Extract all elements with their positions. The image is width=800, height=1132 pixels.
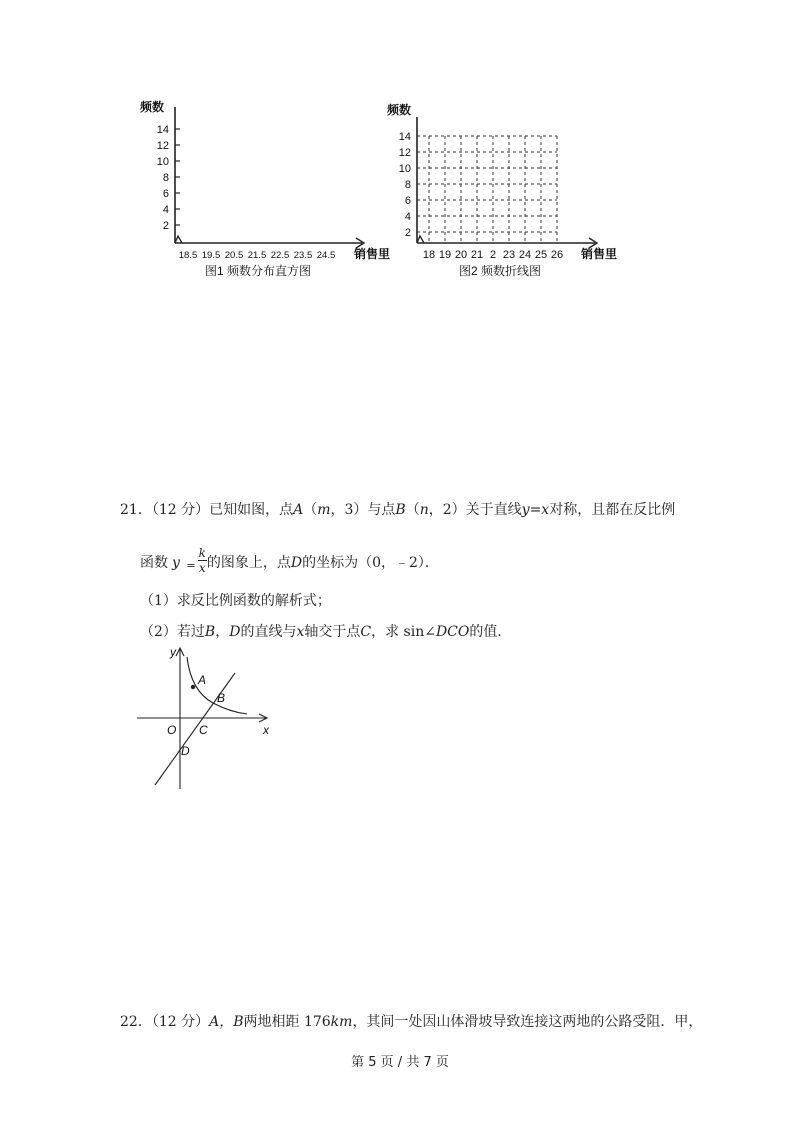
figure2-xtick-label: 18 xyxy=(422,249,436,261)
figure1-caption: 图1 频数分布直方图 xyxy=(205,264,312,278)
figure2-line-chart xyxy=(385,95,625,285)
q21-line2: 函数 y $_=$ $\frac{k}{x}$ 的图象上，点D的坐标为（0，﹣2）． xyxy=(140,546,439,575)
figure1-x-ticks xyxy=(179,250,336,261)
figure2-ytick-label: 4 xyxy=(404,211,411,223)
diagram-label-a: A xyxy=(198,673,207,687)
figure2-caption: 图2 频数折线图 xyxy=(459,264,542,278)
page-footer: 第 5 页 / 共 7 页 xyxy=(351,1055,449,1070)
figure2-xtick-label: 19 xyxy=(438,249,452,261)
figure1-ytick-label: 2 xyxy=(162,220,169,232)
figure1-ytick-label: 8 xyxy=(162,172,169,184)
diagram-label-c: C xyxy=(199,723,208,737)
figure2-xtick-label: 23 xyxy=(502,249,516,261)
figure1-xtick-label: 19.5 xyxy=(201,250,221,261)
figure2-ylabel: 频数 xyxy=(387,103,412,117)
figure2-x-ticks xyxy=(423,249,563,261)
figure2-ytick-label: 10 xyxy=(398,163,411,175)
q21-part1: （1）求反比例函数的解析式； xyxy=(140,593,331,609)
figure2-axis-break xyxy=(417,236,424,243)
figure1-xtick-label: 21.5 xyxy=(247,250,267,261)
q21-line1: 21．（12 分）已知如图，点A（m，3）与点B（n，2）关于直线y=x对称，且都在反比例 xyxy=(120,502,676,518)
figure1-axis-break xyxy=(175,236,182,243)
figure2-ytick-label: 8 xyxy=(404,179,411,191)
q21-score: （12 分） xyxy=(151,502,210,518)
figure2-xlabel: 销售里 xyxy=(581,247,618,261)
diagram-point-a xyxy=(191,685,195,689)
figure1-ytick-label: 10 xyxy=(156,156,169,168)
figure1-histogram xyxy=(130,95,400,285)
q22-score: （12 分） xyxy=(151,1014,210,1030)
figure2-ytick-label: 6 xyxy=(404,195,411,207)
diagram-label-y: y xyxy=(170,645,176,659)
figure1-y-ticks xyxy=(157,124,180,232)
q22-line1: 22．（12 分）A，B两地相距 176km，其间一处因山体滑坡导致连接这两地的公路受阻．甲， xyxy=(120,1014,703,1030)
figure2-ytick-label: 2 xyxy=(404,227,411,239)
q21-number: 21． xyxy=(120,502,152,518)
figure1-xtick-label: 18.5 xyxy=(178,250,198,261)
diagram-label-x: x xyxy=(263,723,269,737)
figure2-xtick-label: 26 xyxy=(550,249,564,261)
figure1-xlabel: 销售里 xyxy=(354,247,391,261)
figure2-xtick-label: 24 xyxy=(518,249,532,261)
figure1-xtick-label: 23.5 xyxy=(293,250,313,261)
figure2-xtick-label: 21 xyxy=(470,249,484,261)
figure1-ylabel: 频数 xyxy=(140,100,165,114)
q22-number: 22． xyxy=(120,1014,152,1030)
figure1-ytick-label: 4 xyxy=(162,204,169,216)
figure2-dashed-grid xyxy=(417,136,557,243)
figure2-xtick-label: 20 xyxy=(454,249,468,261)
figure1-xtick-label: 24.5 xyxy=(316,250,336,261)
diagram-label-d: D xyxy=(181,744,190,758)
diagram-label-b: B xyxy=(217,691,226,705)
figure2-y-ticks xyxy=(399,131,411,239)
figure2-xtick-label: 25 xyxy=(534,249,548,261)
figure1-xtick-label: 20.5 xyxy=(224,250,244,261)
figure1-ytick-label: 14 xyxy=(156,124,169,136)
q21-fraction: $\frac{k}{x}$ xyxy=(198,546,206,575)
figure2-ytick-label: 14 xyxy=(398,131,411,143)
diagram-hyperbola xyxy=(187,657,247,714)
figure1-ytick-label: 12 xyxy=(156,140,169,152)
q21-coordinate-diagram xyxy=(135,643,285,793)
figure2-ytick-label: 12 xyxy=(398,147,411,159)
figure2-xtick-label: 2 xyxy=(489,249,497,261)
diagram-label-o: O xyxy=(167,723,177,737)
q21-part2: （2）若过B，D的直线与x轴交于点C，求 sin∠DCO的值． xyxy=(140,624,512,640)
figure1-xtick-label: 22.5 xyxy=(270,250,290,261)
figure1-ytick-label: 6 xyxy=(162,188,169,200)
